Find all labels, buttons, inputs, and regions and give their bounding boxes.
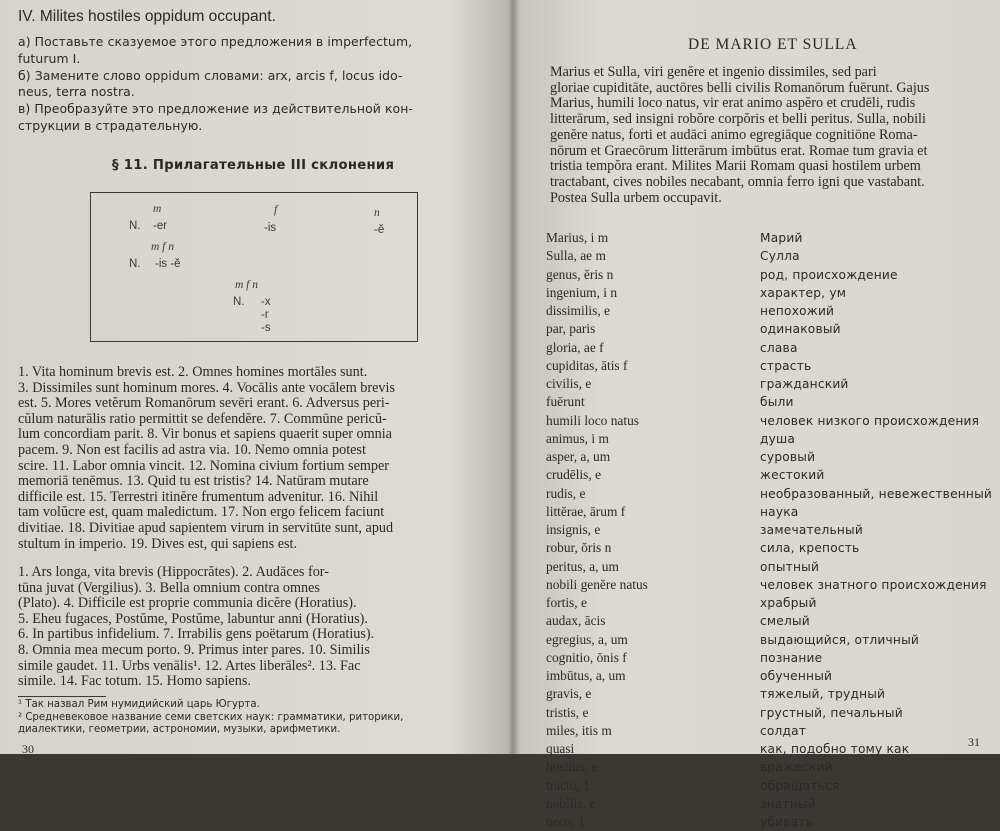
vocab-row	[546, 777, 996, 795]
vocab-latin: humili loco natus	[546, 412, 639, 428]
vocab-russian: замечательный	[760, 523, 863, 537]
vocab-latin: quasi	[546, 741, 575, 756]
vocab-latin: tristis, e	[546, 704, 589, 720]
decl-form-3-r: -r	[261, 309, 269, 321]
declension-table	[90, 192, 418, 342]
decl-form-m: -er	[153, 220, 168, 232]
vocab-row	[546, 466, 996, 484]
sentence-line: 8. Omnia mea mecum porto. 9. Primus inter pares. 10. Similis	[18, 641, 370, 658]
vocab-russian: сила, крепость	[760, 541, 860, 556]
sentence-line: scire. 11. Labor omnia vincit. 12. Nomina civium fortium semper	[18, 457, 390, 474]
right-page	[514, 0, 1000, 829]
vocab-latin: dissimilis, e	[546, 303, 610, 318]
vocab-russian: солдат	[760, 723, 807, 738]
sentences-block-2	[18, 565, 374, 690]
vocab-latin: robur, ŏris n	[546, 540, 612, 556]
vocab-latin: cognitio, ōnis f	[546, 649, 627, 665]
sentence-line: tam volŭcre est, quam maledictum. 17. Non ergo felicem faciunt	[18, 504, 385, 521]
vocab-latin: audax, ācis	[546, 613, 606, 629]
vocab-row	[546, 375, 996, 393]
reading-title: DE MARIO ET SULLA	[688, 36, 858, 53]
vocab-russian: наука	[760, 504, 799, 519]
vocab-latin: ingenium, i n	[546, 284, 618, 300]
vocab-russian: познание	[760, 650, 823, 665]
task-line: neus, terra nostra.	[18, 84, 135, 100]
vocab-row	[546, 521, 996, 539]
decl-form-n: -ĕ	[374, 224, 385, 236]
reading-text-line: Postea Sulla urbem occupavit.	[550, 189, 722, 206]
sentence-line: simile gaudet. 11. Urbs venālis¹. 12. Artes liberāles². 13. Fac	[18, 657, 361, 674]
vocab-russian: непохожий	[760, 304, 835, 318]
vocab-latin: Sulla, ae m	[546, 248, 606, 264]
vocab-russian: как, подобно тому как	[760, 742, 910, 756]
vocab-russian: смелый	[760, 614, 810, 629]
vocab-row	[546, 631, 996, 649]
vocab-row	[546, 813, 996, 831]
sentences-block-1	[18, 365, 395, 552]
vocab-russian: обращаться	[760, 778, 840, 793]
vocab-russian: одинаковый	[760, 322, 841, 337]
vocab-russian: суровый	[760, 450, 816, 464]
sentence-line: stultum in imperio. 19. Dives est, qui sapiens est.	[18, 535, 297, 552]
vocabulary-list	[546, 229, 996, 831]
sentence-line: 5. Eheu fugaces, Postŭme, Postŭme, labuntur anni (Horatius).	[18, 610, 368, 627]
vocab-latin: littĕrae, ārum f	[546, 503, 626, 519]
vocab-row	[546, 758, 996, 776]
vocab-row	[546, 485, 996, 503]
vocab-latin: civilis, e	[546, 376, 592, 391]
reading-text-line: nōrum et Graecōrum litterārum imbūtus erat. Romae tum gravia et	[550, 142, 928, 159]
reading-text-line: litterārum, sed insigni robŏre corpŏris et belli peritus. Sulla, nobili	[550, 111, 926, 128]
task-line: а) Поставьте сказуемое этого предложения в imperfectum,	[18, 34, 413, 49]
exercise-tasks	[18, 34, 413, 135]
vocab-latin: egregius, a, um	[546, 631, 628, 647]
decl-case-3: N.	[233, 296, 245, 308]
footnote-line: ¹ Так назвал Рим нумидийский царь Югурта.	[18, 699, 260, 710]
footnote-rule	[18, 696, 106, 697]
decl-form-f: -is	[264, 222, 277, 234]
vocab-russian: были	[760, 395, 794, 410]
reading-text	[550, 65, 929, 206]
vocab-latin: animus, i m	[546, 430, 609, 446]
vocab-row	[546, 740, 996, 758]
decl-head-3: m f n	[235, 279, 258, 291]
vocab-latin: gravis, e	[546, 686, 592, 702]
vocab-row	[546, 649, 996, 667]
task-line: струкции в страдательную.	[18, 117, 203, 133]
sentence-line: pacem. 9. Non est facilis ad astra via. 10. Nemo omnia potest	[18, 441, 366, 458]
vocab-russian: Марий	[760, 231, 803, 245]
vocab-latin: nobilis, e	[546, 795, 596, 811]
page-number-right: 31	[968, 735, 980, 749]
footnote-line: ² Средневековое название семи светских наук: грамматики, риторики,	[18, 711, 404, 723]
vocab-row	[546, 594, 996, 612]
vocab-russian: Сулла	[760, 249, 800, 264]
decl-form-3-x: -x	[261, 296, 271, 308]
vocab-russian: слава	[760, 340, 798, 355]
vocab-latin: peritus, a, um	[546, 558, 619, 574]
vocab-row	[546, 302, 996, 320]
decl-head-n: n	[374, 207, 380, 219]
vocab-row	[546, 704, 996, 722]
vocab-latin: tracto, 1	[546, 777, 590, 793]
vocab-russian: вражеский	[760, 760, 833, 775]
vocab-latin: miles, itis m	[546, 722, 612, 738]
vocab-row	[546, 558, 996, 576]
vocab-row	[546, 722, 996, 740]
vocab-russian: характер, ум	[760, 285, 847, 300]
vocab-latin: fortis, e	[546, 595, 587, 610]
sentence-line: est. 5. Mores vetĕrum Romanōrum sevēri erant. 6. Adversus peri-	[18, 395, 390, 412]
section-title: § 11. Прилагательные III склонения	[112, 158, 395, 173]
sentence-line: tūna juvat (Vergilius). 3. Bella omnium contra omnes	[18, 579, 320, 596]
vocab-latin: cupiditas, ātis f	[546, 357, 628, 373]
reading-text-line: tristia tempŏra erant. Milites Marii Romam quasi hostilem urbem	[550, 158, 921, 175]
page-number-left: 30	[22, 742, 34, 756]
vocab-row	[546, 229, 996, 247]
decl-head-f: f	[274, 204, 278, 216]
vocab-row	[546, 357, 996, 375]
vocab-row	[546, 612, 996, 630]
decl-head-2: m f n	[151, 241, 174, 253]
sentence-line: 3. Dissimiles sunt hominum mores. 4. Vocālis ante vocālem brevis	[18, 379, 395, 396]
vocab-row	[546, 448, 996, 466]
vocab-latin: asper, a, um	[546, 449, 611, 464]
sentence-line: 1. Vita hominum brevis est. 2. Omnes homines mortāles sunt.	[18, 364, 368, 380]
vocab-row	[546, 430, 996, 448]
vocab-russian: опытный	[760, 559, 820, 574]
vocab-russian: гражданский	[760, 377, 849, 391]
sentence-line: 1. Ars longa, vita brevis (Hippocrătes). 2. Audāces for-	[18, 564, 329, 580]
reading-text-line: gloriae cupiditāte, auctōres belli civilis Romanōrum fuērunt. Gajus	[550, 79, 930, 96]
vocab-latin: imbūtus, a, um	[546, 668, 626, 683]
sentence-line: 6. In partibus infidelium. 7. Irrabilis gens poëtarum (Horatius).	[18, 626, 375, 643]
vocab-russian: душа	[760, 431, 796, 446]
vocab-latin: hostilis, e	[546, 759, 598, 775]
vocab-row	[546, 412, 996, 430]
vocab-russian: тяжелый, трудный	[760, 687, 886, 702]
vocab-latin: fuērunt	[546, 394, 585, 410]
vocab-row	[546, 795, 996, 813]
reading-text-line: tractabant, cives nobiles necabant, omnia ferro igni que vastabant.	[550, 173, 925, 190]
vocab-latin: nobili genĕre natus	[546, 576, 648, 592]
sentence-line: difficile est. 15. Terrestri itinĕre frumentum advenitur. 16. Nihil	[18, 488, 379, 505]
decl-form-3-s: -s	[261, 322, 271, 334]
decl-case-2: N.	[129, 258, 141, 270]
vocab-row	[546, 284, 996, 302]
vocab-latin: gloria, ae f	[546, 339, 604, 355]
vocab-row	[546, 503, 996, 521]
vocab-latin: genus, ĕris n	[546, 266, 614, 282]
exercise-title: IV. Milites hostiles oppidum occupant.	[18, 8, 276, 25]
vocab-russian: выдающийся, отличный	[760, 632, 920, 647]
sentence-line: cŭlum naturālis ratio permittit se defendĕre. 7. Commūne pericŭ-	[18, 410, 387, 427]
vocab-russian: человек знатного происхождения	[760, 577, 987, 592]
vocab-latin: neco, 1	[546, 814, 585, 829]
left-page	[0, 0, 505, 754]
footnotes	[18, 699, 403, 737]
decl-head-m: m	[153, 203, 162, 215]
vocab-russian: жестокий	[760, 468, 825, 483]
vocab-row	[546, 339, 996, 357]
vocab-latin: rudis, e	[546, 485, 586, 501]
task-line: в) Преобразуйте это предложение из действительной кон-	[18, 101, 413, 117]
vocab-russian: страсть	[760, 358, 812, 373]
vocab-russian: знатный	[760, 796, 816, 811]
vocab-row	[546, 539, 996, 557]
decl-forms-2: -is -ĕ	[155, 258, 181, 270]
vocab-russian: необразованный, невежественный	[760, 486, 993, 501]
vocab-row	[546, 320, 996, 338]
sentence-line: divitiae. 18. Divitiae apud sapientem virum in servitūte sunt, apud	[18, 519, 394, 536]
task-line: б) Замените слово oppidum словами: arx, arcis f, locus ido-	[18, 67, 403, 83]
reading-text-line: Marius, humili loco natus, vir erat animo aspĕro et crudēli, rudis	[550, 95, 916, 112]
vocab-latin: insignis, e	[546, 522, 601, 537]
vocab-latin: crudēlis, e	[546, 467, 602, 483]
sentence-line: (Plato). 4. Difficile est proprie communia dicĕre (Horatius).	[18, 595, 357, 612]
sentence-line: memoriā tenēmus. 13. Quid tu est tristis? 14. Natūram mutare	[18, 473, 369, 490]
vocab-row	[546, 576, 996, 594]
vocab-russian: храбрый	[760, 596, 817, 610]
vocab-row	[546, 266, 996, 284]
vocab-row	[546, 247, 996, 265]
vocab-row	[546, 393, 996, 411]
decl-case-1: N.	[129, 220, 141, 232]
vocab-row	[546, 685, 996, 703]
task-line: futurum I.	[18, 50, 81, 66]
vocab-russian: грустный, печальный	[760, 705, 903, 720]
sentence-line: lum concordiam parit. 8. Vir bonus et sapiens quaerit super omnia	[18, 426, 392, 443]
vocab-russian: обученный	[760, 669, 833, 683]
vocab-russian: человек низкого происхождения	[760, 413, 980, 428]
vocab-latin: par, paris	[546, 321, 596, 337]
sentence-line: simile. 14. Fac totum. 15. Homo sapiens.	[18, 673, 251, 690]
vocab-russian: убивать	[760, 815, 813, 829]
vocab-russian: род, происхождение	[760, 267, 898, 282]
reading-text-line: Marius et Sulla, viri genĕre et ingenio dissimiles, sed pari	[550, 64, 877, 80]
vocab-latin: Marius, i m	[546, 230, 609, 245]
reading-text-line: genĕre natus, forti et audāci animo egregiāque cognitiōne Roma-	[550, 126, 918, 143]
footnote-line: диалектики, геометрии, астрономии, музыки, арифметики.	[18, 724, 341, 735]
vocab-row	[546, 667, 996, 685]
